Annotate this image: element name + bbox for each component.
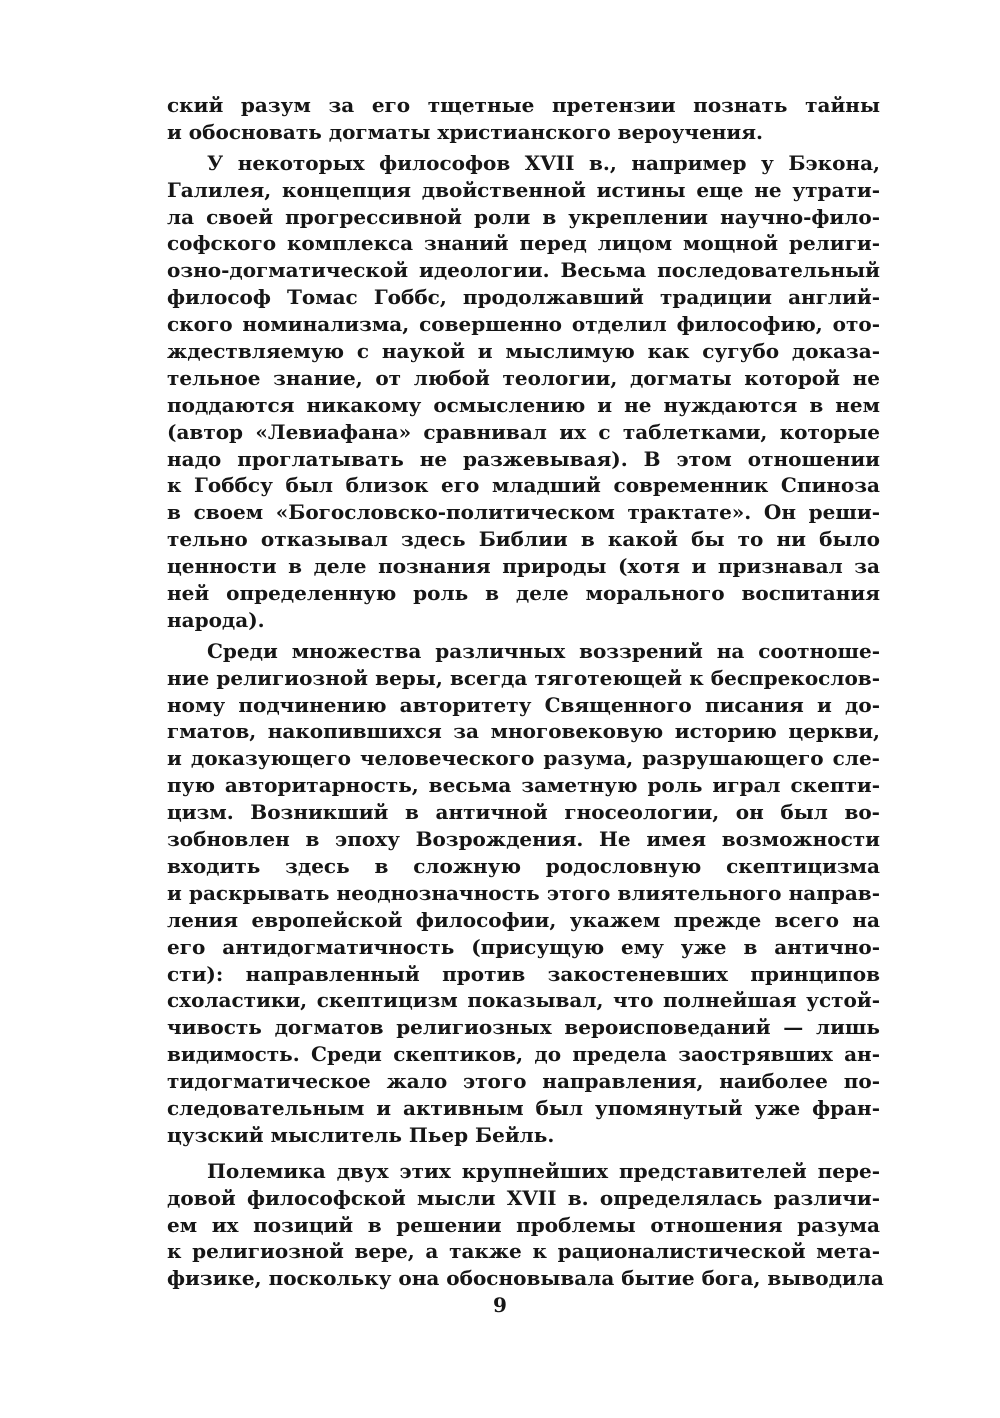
text-line: У некоторых философов XVII в., например у Бэкона, xyxy=(207,150,880,175)
text-line: входить здесь в сложную родословную скептицизма xyxy=(167,853,880,878)
text-line: ского номинализма, совершенно отделил философию, ото- xyxy=(167,312,880,337)
text-line: тельно отказывал здесь Библии в какой бы то ни было xyxy=(167,527,880,552)
text-line: Галилея, концепция двойственной истины еще не утрати- xyxy=(167,177,880,202)
text-line: следовательным и активным был упомянутый уже фран- xyxy=(167,1095,880,1120)
text-line: сти): направленный против закостеневших принципов xyxy=(167,961,880,986)
text-line: пую авторитарность, весьма заметную роль играл скепти- xyxy=(167,773,880,798)
body-text xyxy=(167,92,884,1292)
paragraph xyxy=(167,92,880,146)
text-line: поддаются никакому осмыслению и не нуждаются в нем xyxy=(167,392,880,417)
text-line: гматов, накопившихся за многовековую историю церкви, xyxy=(167,719,880,744)
text-line: народа). xyxy=(167,607,265,632)
text-line: ления европейской философии, укажем прежде всего на xyxy=(167,907,880,932)
text-line: довой философской мысли XVII в. определялась различи- xyxy=(167,1185,880,1210)
text-line: его антидогматичность (присущую ему уже в античнo- xyxy=(167,934,880,959)
text-line: ней определенную роль в деле морального воспитания xyxy=(167,581,880,606)
text-line: (автор «Левиафана» сравнивал их с таблетками, которые xyxy=(167,419,880,444)
text-line: зобновлен в эпоху Возрождения. Не имея возможности xyxy=(167,827,880,852)
text-line: ному подчинению авторитету Священного писания и до- xyxy=(167,692,880,717)
text-line: схоластики, скептицизм показывал, что полнейшая устой- xyxy=(167,988,880,1013)
text-line: физике, поскольку она обосновывала бытие бога, выводила xyxy=(167,1266,884,1291)
text-line: Среди множества различных воззрений на соотноше- xyxy=(207,638,880,663)
text-line: в своем «Богословско-политическом трактате». Он реши- xyxy=(167,500,880,525)
text-line: ждествляемую с наукой и мыслимую как сугубо доказа- xyxy=(167,339,880,364)
paragraph xyxy=(167,1158,884,1292)
text-line: ский разум за его тщетные претензии познать тайны xyxy=(167,93,880,117)
text-line: тидогматическое жало этого направления, наиболее по- xyxy=(167,1069,880,1094)
text-line: к Гоббсу был близок его младший современник Спиноза xyxy=(167,473,880,498)
text-line: ние религиозной веры, всегда тяготеющей к беспрекослов- xyxy=(167,665,880,690)
text-line: философ Томас Гоббс, продолжавший традиции англий- xyxy=(167,285,880,310)
text-line: чивость догматов религиозных вероисповеданий — лишь xyxy=(167,1015,880,1040)
text-line: ем их позиций в решении проблемы отношения разума xyxy=(167,1212,880,1237)
text-line: софского комплекса знаний перед лицом мощной религи- xyxy=(167,231,880,256)
text-line: цизм. Возникший в античной гносеологии, он был во- xyxy=(167,800,880,825)
paragraph xyxy=(167,638,880,1149)
text-line: и раскрывать неоднозначность этого влиятельного направ- xyxy=(167,880,880,905)
text-line: озно-догматической идеологии. Весьма последовательный xyxy=(167,258,880,283)
text-line: и доказующего человеческого разума, разрушающего сле- xyxy=(167,746,880,771)
paragraph xyxy=(167,150,880,634)
text-line: к религиозной вере, а также к рационалистической мета- xyxy=(167,1239,880,1264)
text-line: ла своей прогрессивной роли в укреплении научно-фило- xyxy=(167,204,880,229)
text-line: надо проглатывать не разжевывая). В этом отношении xyxy=(167,446,880,471)
text-line: ценности в деле познания природы (хотя и признавал за xyxy=(167,554,880,579)
text-line: цузский мыслитель Пьер Бейль. xyxy=(167,1122,555,1147)
text-line: и обосновать догматы христианского вероучения. xyxy=(167,119,764,144)
text-line: видимость. Среди скептиков, до предела заострявших ан- xyxy=(167,1042,880,1067)
page-number: 9 xyxy=(493,1293,507,1317)
text-line: Полемика двух этих крупнейших представителей пере- xyxy=(207,1158,880,1183)
text-line: тельное знание, от любой теологии, догматы которой не xyxy=(167,365,880,390)
